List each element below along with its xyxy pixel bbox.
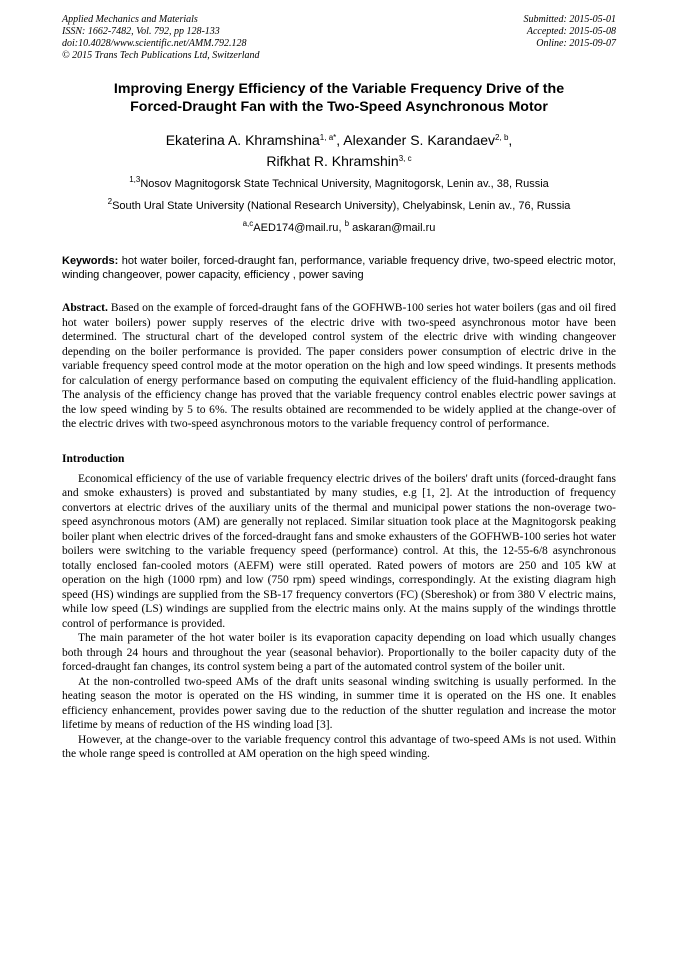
intro-paragraph: The main parameter of the hot water boiler is its evaporation capacity depending on load which usually changes both through 24 hours and throughout the year (seasonal behavior). Proportionally to the boiler capacity duty of the forced-draught fan changes, its control system being a part of the automated control system of the boiler unit. xyxy=(62,632,616,673)
author-affil-mark: 1, a* xyxy=(319,133,337,142)
affiliation-text: Nosov Magnitogorsk State Technical University, Magnitogorsk, Lenin av., 38, Russia xyxy=(140,178,549,190)
copyright-line: © 2015 Trans Tech Publications Ltd, Switzerland xyxy=(62,50,260,61)
author-emails xyxy=(62,219,616,235)
title-line-1: Improving Energy Efficiency of the Variable Frequency Drive of the xyxy=(113,81,565,97)
journal-name: Applied Mechanics and Materials xyxy=(62,14,198,25)
author-separator: , xyxy=(508,132,513,148)
author-affil-mark: 3, c xyxy=(398,154,412,163)
email-mark: b xyxy=(344,219,350,228)
email-separator: , xyxy=(338,222,345,234)
section-heading-introduction: Introduction xyxy=(62,452,125,465)
intro-paragraph: Economical efficiency of the use of variable frequency electric drives of the boilers' draft units (forced-draught fans and smoke exhausters) is proved and substantiated by many studies, e.g [1, 2]. At the introduction of frequency convertors at electric drives of the auxiliary units of the thermal and municipal power stations the non-overage two-speed asynchronous motors (AM) are generally not replaced. Similar situation took place at the Magnitogorsk peaking boiler plant when electric drives of the forced-draught fans and smoke exhausters of the GOFHWB-100 series hot water boilers were switching to the variable frequency speed (performance) control. At this, the 12-55-6/8 asynchronous totally enclosed fan-cooled motors (AEFM) were still operated. Rated powers of motors are 250 and 105 kW at operation on the high (1000 rpm) and low (750 rpm) speed windings, correspondingly. At the existing diagram high speed (HS) windings are supplied from the SB-17 frequency convertors (FC) (Sbereshok) or from 380 V electric mains, while low speed (LS) windings are supplied from the electric mains only. At the mains supply of the windings throttle control of performance is provided. xyxy=(62,472,616,630)
authors-line-2 xyxy=(62,151,616,172)
affiliation xyxy=(62,197,616,213)
paper-page xyxy=(62,14,616,762)
author-name: Alexander S. Karandaev xyxy=(343,132,496,148)
author-affil-mark: 2, b xyxy=(495,133,509,142)
abstract xyxy=(62,301,616,432)
submitted-date: Submitted: 2015-05-01 xyxy=(523,14,616,25)
abstract-text: Based on the example of forced-draught fans of the GOFHWB-100 series hot water boilers (gas and oil fired hot water boilers) power supply reserves of the electric drive with two-speed asynchronous motor have been determined. The structural chart of the developed control system of the electric drive with winding changeover depending on the boiler performance is provided. The paper considers power consumption of electric drive in the variable frequency speed control mode at the motor operation on the high and low speed windings. It presents methods for calculation of energy performance based on computing the equivalent efficiency of the fluid-handling application. The analysis of the efficiency change has proved that the variable frequency control enables electric power savings at the low speed winding by 5 to 6%. The results obtained are recommended to be widely applied at the change-over of the electric drives with two-speed asynchronous motors to the variable frequency control of performance. xyxy=(62,302,616,430)
author-separator: , xyxy=(336,132,344,148)
submission-dates xyxy=(524,14,617,50)
journal-info xyxy=(62,14,260,62)
author-name: Rifkhat R. Khramshin xyxy=(266,153,399,169)
affiliation-mark: 2 xyxy=(107,197,113,206)
abstract-label: Abstract. xyxy=(62,302,108,314)
authors-line-1 xyxy=(62,130,616,151)
keywords-label: Keywords: xyxy=(62,255,119,267)
affiliation-mark: 1,3 xyxy=(129,175,141,184)
affiliation xyxy=(62,175,616,191)
title-line-2: Forced-Draught Fan with the Two-Speed Asynchronous Motor xyxy=(130,99,548,115)
intro-paragraph: However, at the change-over to the variable frequency control this advantage of two-speed AMs is not used. Within the whole range speed is controlled at AM operation on the high speed winding. xyxy=(62,733,616,760)
email-mark: a,c xyxy=(242,219,254,228)
online-date: Online: 2015-09-07 xyxy=(536,38,616,49)
journal-header xyxy=(62,14,616,66)
affiliation-text: South Ural State University (National Research University), Chelyabinsk, Lenin av., 76, Russia xyxy=(112,200,571,212)
issn-line: ISSN: 1662-7482, Vol. 792, pp 128-133 xyxy=(62,26,220,37)
keywords xyxy=(62,254,616,282)
accepted-date: Accepted: 2015-05-08 xyxy=(526,26,616,37)
keywords-text: hot water boiler, forced-draught fan, performance, variable frequency drive, two-speed electric motor, winding changeover, power capacity, efficiency , power saving xyxy=(62,255,616,281)
intro-paragraph: At the non-controlled two-speed AMs of the draft units seasonal winding switching is usually performed. In the heating season the motor is operated on the HS winding, in summer time it is operated on the HS one. It enables efficiency enhancement, provides power saving due to the reduction of the shutter regulation and increase the motor lifetime by means of reduction of the HS winding load [3]. xyxy=(62,675,616,731)
email-link: askaran@mail.ru xyxy=(349,222,436,234)
paper-title xyxy=(62,80,616,116)
author-name: Ekaterina A. Khramshina xyxy=(165,132,320,148)
doi-line: doi:10.4028/www.scientific.net/AMM.792.128 xyxy=(62,38,247,49)
author-list xyxy=(62,130,616,172)
email-link: AED174@mail.ru xyxy=(253,222,339,234)
